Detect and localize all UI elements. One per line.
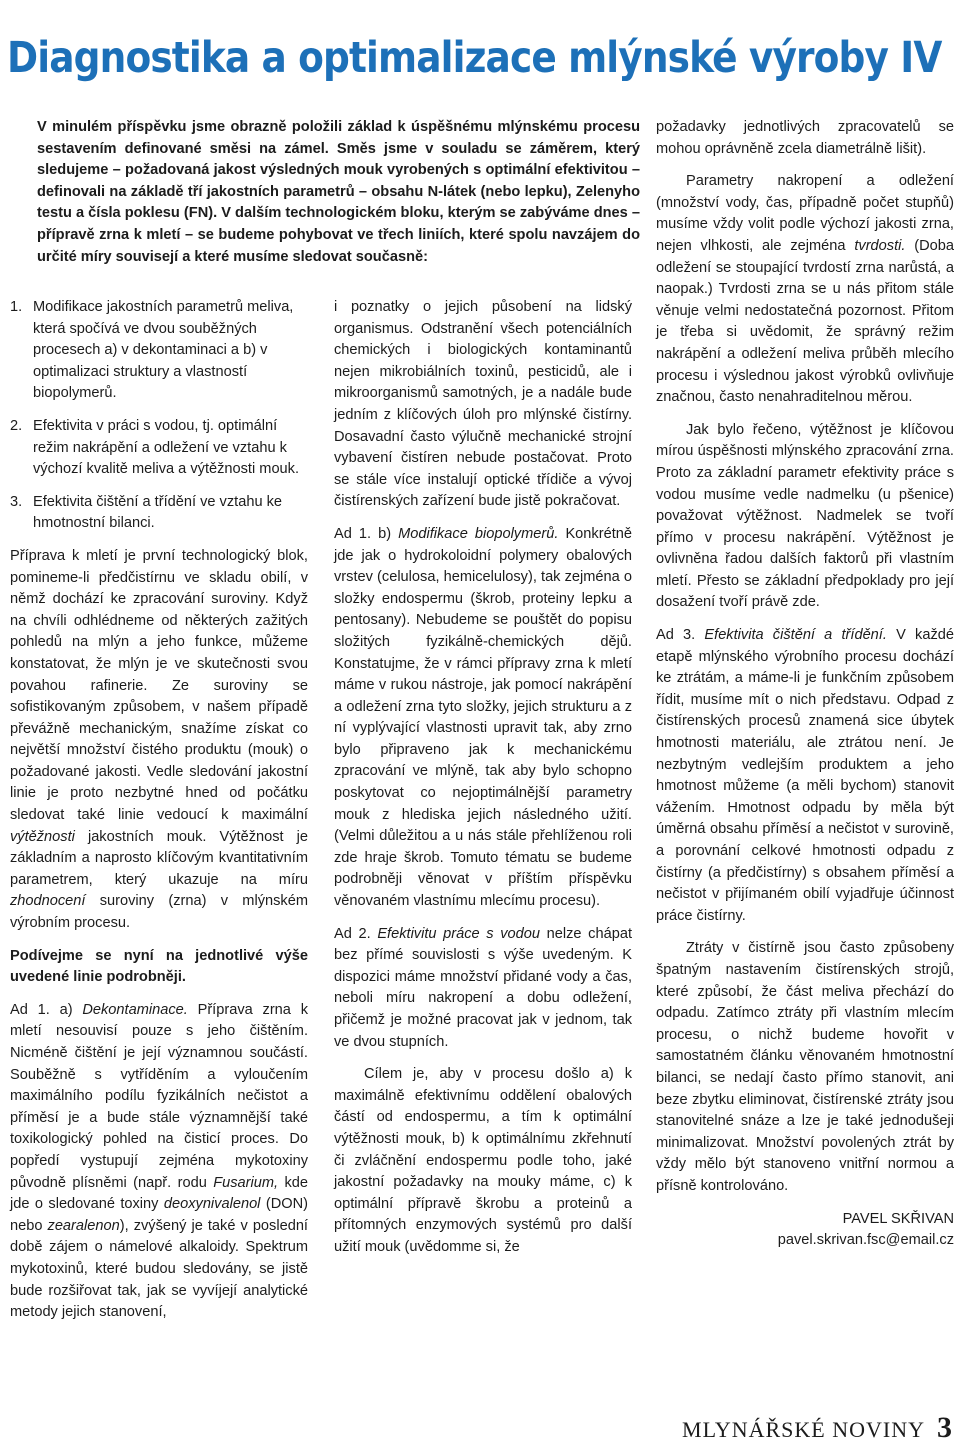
paragraph: Cílem je, aby v procesu došlo a) k maximálně efektivnímu oddělení obalových částí od endospermu, a tím k optimální výtěžnosti mouk, b) k optimálnímu zkřehnutí či zvláčnění endospermu podle toho, jaké jakostní požadavky na mouky máme, c) k optimální přípravě škrobu a proteinů a přítomných enzymových systémů pro další užití mouk (uvědomme si, že (334, 1066, 632, 1255)
list-item (10, 416, 308, 481)
publication-name: MLYNÁŘSKÉ NOVINY (682, 1417, 925, 1442)
paragraph: požadavky jednotlivých zpracovatelů se mohou oprávněně zcela diametrálně lišit). (656, 119, 954, 157)
author-name: PAVEL SKŘIVAN (842, 1210, 954, 1227)
paragraph: Ztráty v čistírně jsou často způsobeny špatným nastavením čistírenských strojů, které způsobí, že část meliva přechází do odpadu. Zatímco ztráty při vlastním mlecím procesu, o nichž budeme hovořit v samostatném článku věnovaném hmotnostní bilanci, se nedají často přímo stanovit, ani beze zbytku eliminovat, čistírenské ztráty jsou stanovitelné snáze a lze je také jednodušeji minimalizovat. Množství povolených ztrát by vždy mělo být stanoveno vnitřní normou a přísně kontrolováno. (656, 940, 954, 1194)
paragraph: Ad 3. Efektivita čištění a třídění. V každé etapě mlýnského výrobního procesu dochází ke ztrátám, a máme-li je funkčním způsobem řídit, musíme mít o nich představu. Odpad z čistírenských procesů znamená sice úbytek hmotnosti materiálu, ale ztrátou není. Je nezbytným vedlejším produktem a jeho hmotnost můžeme (a měli bychom) stanovit vážením. Hmotnost odpadu by měla být úměrná obsahu příměsí a nečistot v surovině, a porovnání celkové hmotnosti odpadu z čistírny (a předčistírny) s obsahem příměsí a nečistot v přijímaném obilí vyjadřuje účinnost práce čistírny. (656, 627, 954, 924)
paragraph: Ad 1. a) Dekontaminace. Příprava zrna k mletí nesouvisí pouze s jeho čištěním. Nicméně čištění je její významnou součástí. Souběžně s vytříděním a vyloučením maximálního podílu fyzikálních nečistot a příměsí je a bude stále významnější také toxikologický pohled na čisticí proces. Do popředí vystupují zejména mykotoxiny původně plísněmi (např. rodu Fusarium, kde jde o sledované toxiny deoxynivalenol (DON) nebo zearalenon), zvýšený je také v poslední době zájem o námelové alkaloidy. Spektrum mykotoxinů, které budou sledovány, se jistě bude rozšiřovat tak, jak se vyvíjejí analytické metody jejich stanovení, (10, 1001, 308, 1321)
list-number: 3. (10, 493, 23, 510)
list-number: 1. (10, 299, 23, 315)
list-text: Modifikace jakostních parametrů meliva, která spočívá ve dvou souběžných procesech a) v dekontaminaci a b) v optimalizaci struktury a vlastností biopolymerů. (33, 299, 294, 402)
paragraph: Ad 2. Efektivitu práce s vodou nelze chápat bez přímé souvislosti s výše uvedeným. K dispozici máme množství přidané vody a čas, neboli míru nakropení a dobu odležení, přičemž je možné pracovat jak v jednom, tak ve dvou stupních. (334, 925, 632, 1050)
subheading: Podívejme se nyní na jednotlivé výše uvedené linie podrobněji. (10, 947, 308, 986)
column-1 (10, 297, 308, 1324)
list-number: 2. (10, 417, 23, 434)
paragraph: Jak bylo řečeno, výtěžnost je klíčovou mírou úspěšnosti mlýnského zpracování zrna. Proto za základní parametr efektivity práce s vodou musíme vedle nadmelku (u pšenice) považovat výtěžnost. Nadmelek se tvoří přímo v procesu nakrápění. Výtěžnost je ovlivněna řadou dalších faktorů při vlastním mletí. Přesto se základní předpoklady pro její dosažení tvoří právě zde. (656, 421, 954, 611)
column-3 (656, 117, 954, 1252)
paragraph: Parametry nakropení a odležení (množství vody, čas, případně počet stupňů) musíme vždy volit podle výchozí jakosti zrna, nejen vlhkosti, ale zejména tvrdosti. (Doba odležení se stoupající tvrdostí zrna narůstá, a naopak.) Tvrdosti zrna se u nás přitom stále věnuje velmi nedostatečná pozornost. Přitom je třeba si uvědomit, že správný režim nakrápění a odležení meliva průběh mlecího procesu i výslednou jakost výrobků ovlivňuje značnou, často nenahraditelnou měrou. (656, 173, 955, 406)
list-item (10, 492, 308, 535)
lead-paragraph: V minulém příspěvku jsme obrazně položili základ k úspěšnému mlýnskému procesu sestavením definované směsi na zámel. Směs jsme v souladu se záměrem, který sledujeme – požadovaná jakost výsledných mouk vyrobených s optimální efektivitou – definovali na základě tří jakostních parametrů – obsahu N-látek (nebo lepku), Zelenyho testu a čísla poklesu (FN). V dalším technologickém bloku, kterým se zabýváme dnes – přípravě zrna k mletí – se budeme pohybovat ve třech liniích, které spolu navzájem do určité míry souvisejí a které musíme sledovat současně: (37, 119, 640, 265)
paragraph: Ad 1. b) Modifikace biopolymerů. Konkrétně jde jak o hydrokoloidní polymery obalových vrstev (celulosa, hemicelulosy), tak zejména o složky endospermu (škrob, proteiny lepku a pentosany). Nebudeme se pouštět do popisu složitých fyzikálně-chemických dějů. Konstatujme, že v rámci přípravy zrna k mletí máme v rukou nástroje, jak pomocí nakrápění a odležení zrna tyto složky, jejich strukturu a z ní vyplývající vlastnosti upravit tak, aby zrno bylo připraveno jak k mechanickému zpracování ve mlýně, tak aby bylo schopno poskytovat co nejoptimálnější parametry mouk z hlediska jejich následného užití. (Velmi důležitou a u nás stále přehlíženou roli zde hraje škrob. Tomuto tématu se budeme podrobněji věnovat v příštím příspěvku věnovaném vlastnímu mlecímu procesu). (334, 525, 632, 910)
page-number: 3 (937, 1411, 952, 1444)
author-email[interactable]: pavel.skrivan.fsc@email.cz (777, 1232, 954, 1249)
column-2 (334, 297, 632, 1259)
article-title: Diagnostika a optimalizace mlýnské výroby IV (7, 33, 942, 83)
list-item (10, 297, 308, 405)
paragraph: i poznatky o jejich působení na lidský organismus. Odstranění všech potenciálních chemických i biologických kontaminantů nejen mikrobiálních toxinů, pesticidů, ale i mikroorganismů samotných, je a nadále bude jedním z klíčových úloh pro mlýnské čistírny. Dosavadní často výlučně mechanické strojní vybavení čistíren nebude postačovat. Proto se stále více instalují optické třídiče a vývoj čistírenských zařízení bude jistě pokračovat. (334, 299, 632, 510)
article-lead (37, 117, 640, 268)
numbered-list (10, 297, 308, 535)
list-text: Efektivita v práci s vodou, tj. optimální režim nakrápění a odležení ve vztahu k výchozí kvalitě meliva a výtěžnosti mouk. (33, 417, 300, 478)
list-text: Efektivita čištění a třídění ve vztahu ke hmotnostní bilanci. (33, 493, 283, 532)
page-footer (682, 1411, 952, 1444)
paragraph: Příprava k mletí je první technologický blok, pomineme-li předčistírnu ve skladu obilí, v němž dochází ke zpracování suroviny. Když na chvíli odhlédneme od některých zažitých pohledů na mlýn a jeho funkce, můžeme konstatovat, že mlýn je ve skutečnosti svou povahou rafinerie. Ze suroviny se sofistikovaným způsobem, v našem případě převážně mechanickým, snažíme získat co největší množství čistého produktu (mouk) o požadované jakosti. Vedle sledování jakostní linie je proto nezbytné hned od počátku sledovat také linie vedoucí k maximální výtěžnosti jakostních mouk. Výtěžnost je základním a naprosto klíčovým kvantitativním parametrem, který ukazuje na míru zhodnocení suroviny (zrna) v mlýnském výrobním procesu. (10, 547, 308, 932)
